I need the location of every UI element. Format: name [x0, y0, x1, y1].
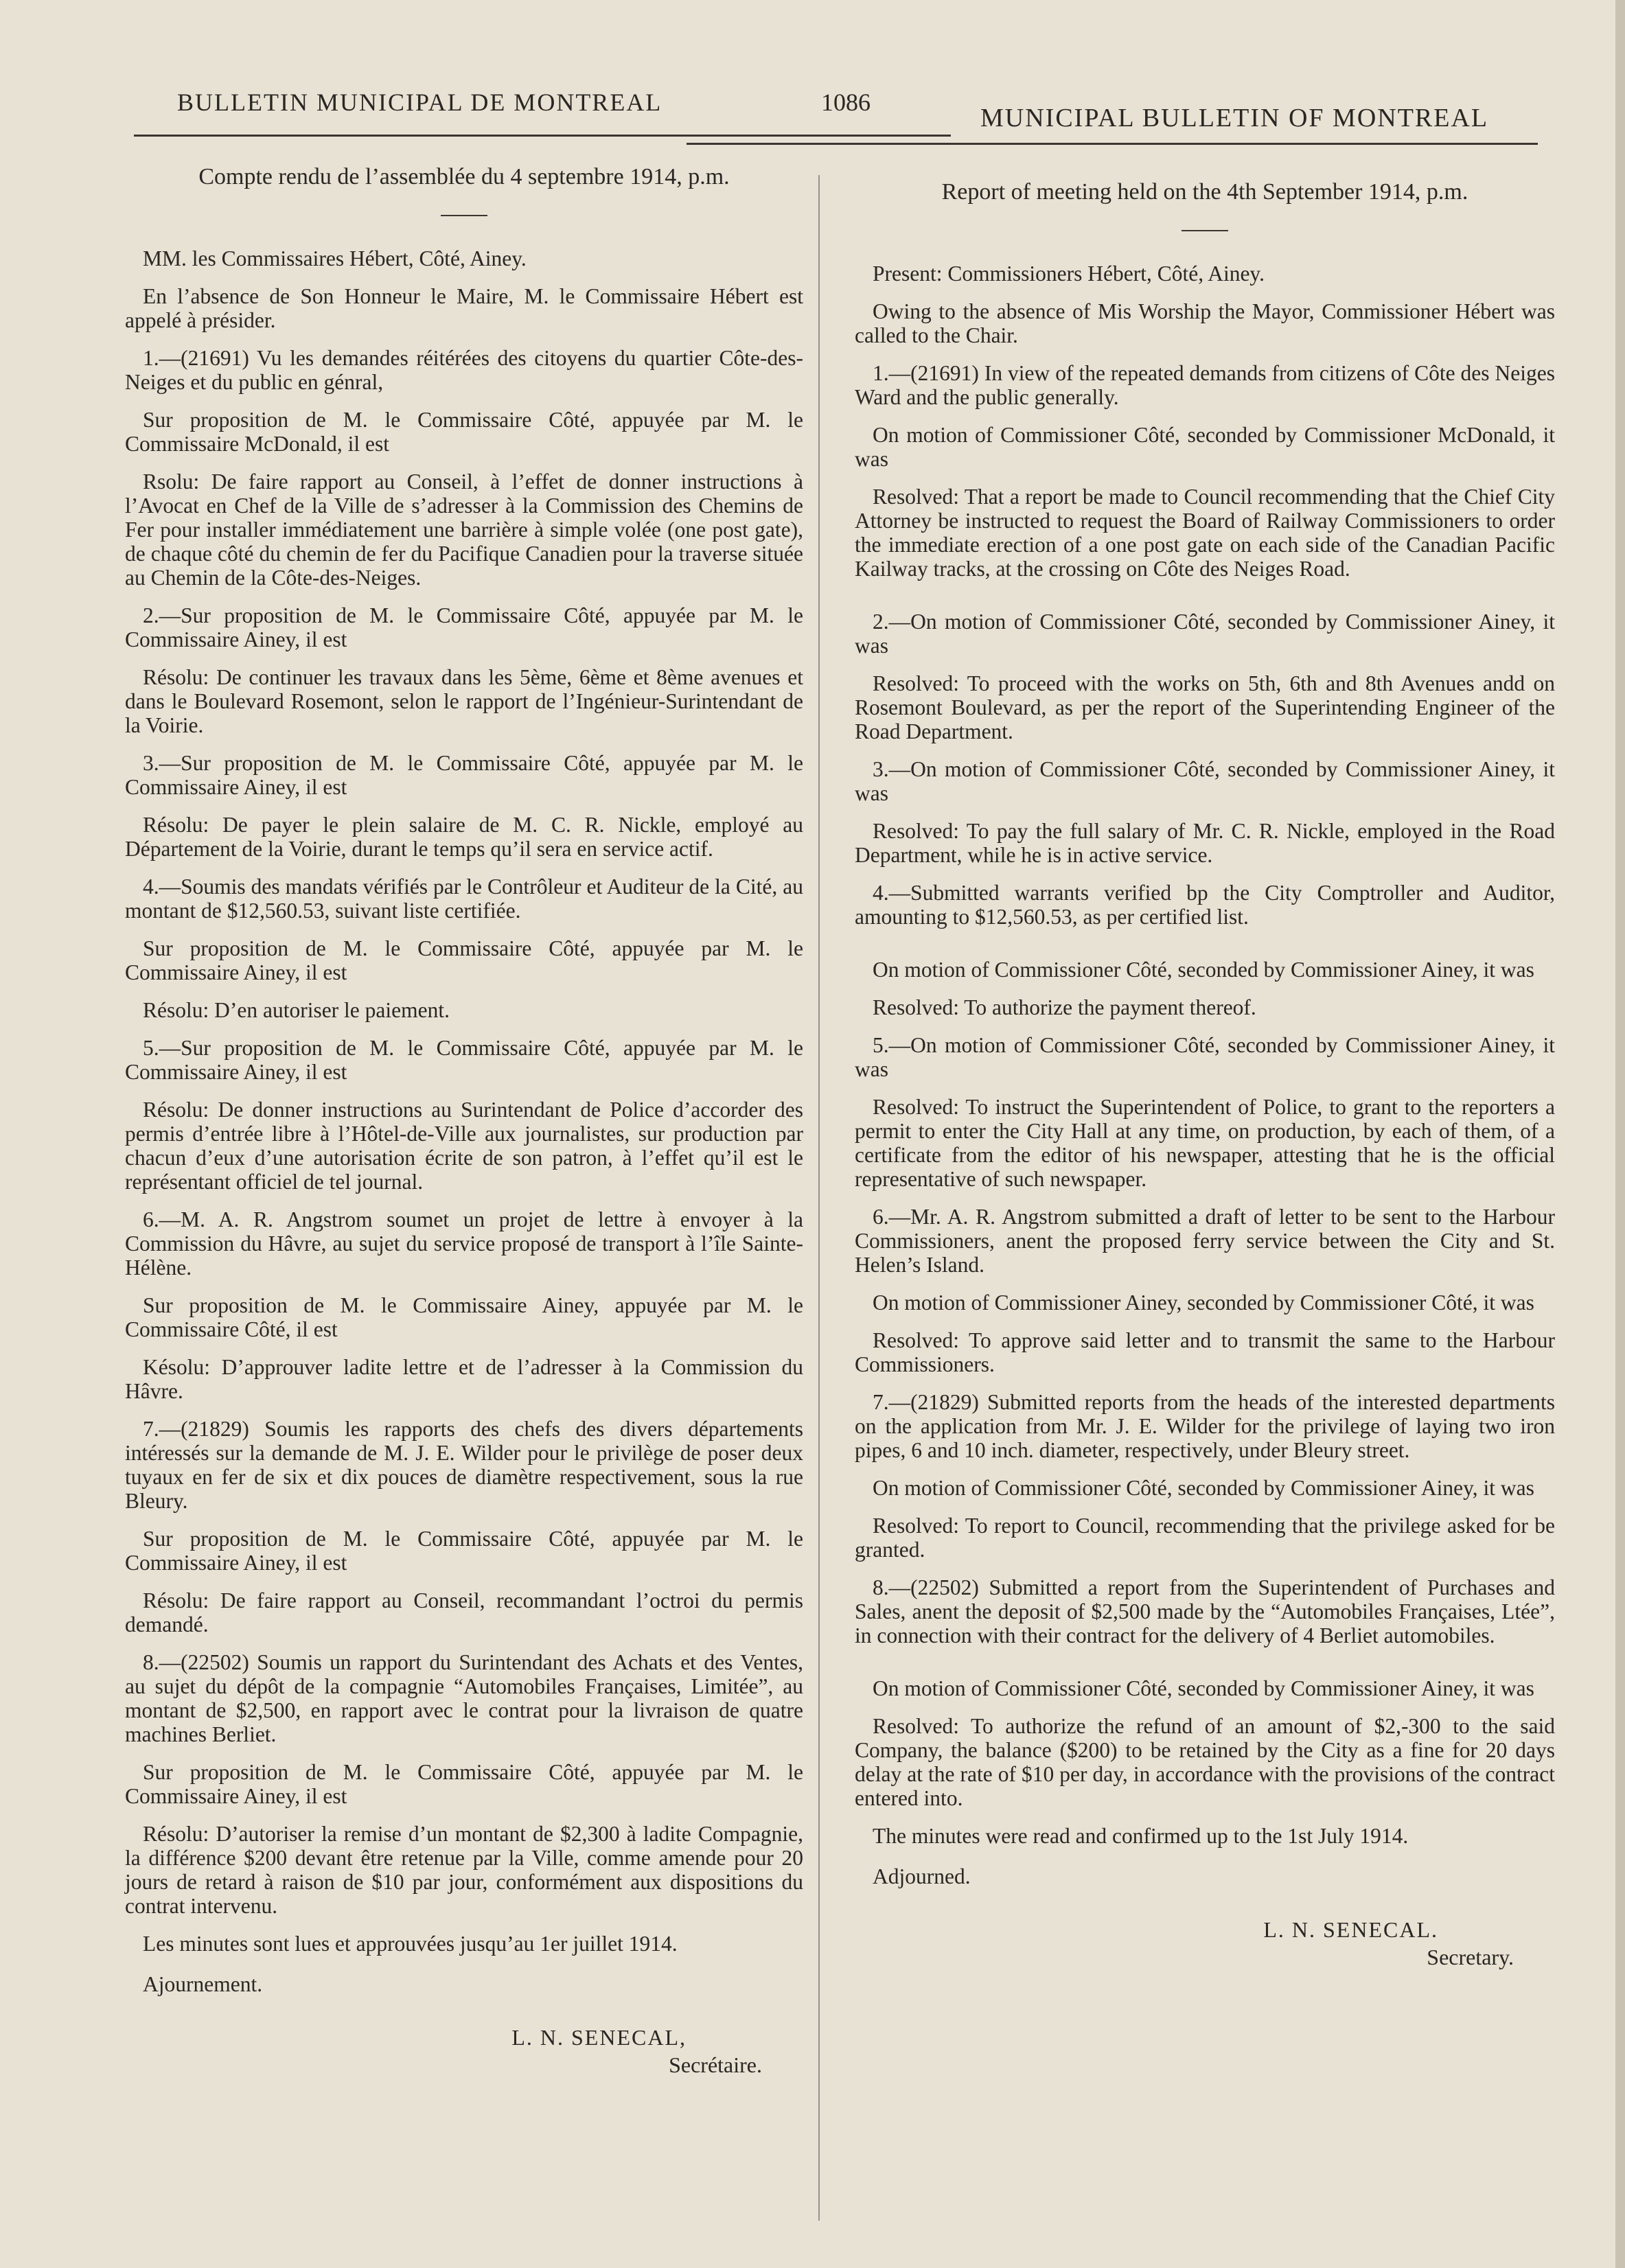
fr-paragraph: Résolu: De payer le plein salaire de M. C. R. Nickle, employé au Département de la Voirie, durant le temps qu’il sera en service actif.	[125, 813, 803, 861]
en-signature	[855, 1916, 1555, 1971]
fr-paragraph: Sur proposition de M. le Commissaire Côté, appuyée par M. le Commissaire Ainey, il est	[125, 1760, 803, 1808]
en-paragraph: 7.—(21829) Submitted reports from the heads of the interested departments on the application from Mr. J. E. Wilder for the privilege of laying two iron pipes, 6 and 10 inch. diameter, respectively, under Bleury street.	[855, 1390, 1555, 1462]
page-number: 1086	[821, 89, 871, 116]
fr-paragraph: 8.—(22502) Soumis un rapport du Surintendant des Achats et des Ventes, au sujet du dépôt de la compagnie “Automobiles Françaises, Limitée”, au montant de $2,500, en rapport avec le contrat pour la livraison de quatre machines Berliet.	[125, 1650, 803, 1746]
en-paragraph: 8.—(22502) Submitted a report from the Superintendent of Purchases and Sales, anent the deposit of $2,500 made by the “Automobiles Françaises, Ltée”, in connection with their contract for the delivery of 4 Berliet automobiles.	[855, 1575, 1555, 1647]
en-paragraph: On motion of Commissioner Côté, seconded by Commissioner Ainey, it was	[873, 1476, 1534, 1500]
fr-paragraph: Rsolu: De faire rapport au Conseil, à l’effet de donner instructions à l’Avocat en Chef de la Ville de s’adresser à la Commission des Chemins de Fer pour installer immédiatement une barrière à simple volée (one post gate), de chaque côté du chemin de fer du Pacifique Canadien pour la traverse située au Chemin de la Côte-des-Neiges.	[125, 470, 803, 590]
french-report-title: Compte rendu de l’assemblée du 4 septembre 1914, p.m.	[198, 164, 730, 189]
column-divider	[818, 175, 820, 2221]
title-rule	[1182, 230, 1228, 231]
en-paragraph: Resolved: To approve said letter and to transmit the same to the Harbour Commissioners.	[855, 1328, 1555, 1376]
fr-paragraph: Sur proposition de M. le Commissaire Côté, appuyée par M. le Commissaire Ainey, il est	[125, 1527, 803, 1575]
french-column	[125, 165, 803, 2079]
fr-paragraph: Les minutes sont lues et approuvées jusqu’au 1er juillet 1914.	[143, 1932, 678, 1956]
english-column	[855, 180, 1555, 1971]
en-paragraph: 4.—Submitted warrants verified bp the City Comptroller and Auditor, amounting to $12,560.53, as per certified list.	[855, 881, 1555, 929]
fr-paragraph: Késolu: D’approuver ladite lettre et de l’adresser à la Commission du Hâvre.	[125, 1355, 803, 1403]
header-rule-left	[134, 135, 951, 137]
fr-signature-name: L. N. SENECAL,	[511, 2025, 687, 2050]
header-french-title: BULLETIN MUNICIPAL DE MONTREAL	[177, 89, 662, 116]
fr-signature	[125, 2024, 803, 2079]
english-report-title: Report of meeting held on the 4th September 1914, p.m.	[941, 179, 1468, 205]
en-paragraph: Resolved: To authorize the payment thereof.	[873, 995, 1256, 1019]
fr-paragraph: 5.—Sur proposition de M. le Commissaire Côté, appuyée par M. le Commissaire Ainey, il est	[125, 1036, 803, 1084]
fr-paragraph: 7.—(21829) Soumis les rapports des chefs des divers départements intéressés sur la demande de M. J. E. Wilder pour le privilège de poser deux tuyaux en fer de six et dix pouces de diamètre respectivement, sous la rue Bleury.	[125, 1417, 803, 1513]
en-paragraph: 1.—(21691) In view of the repeated demands from citizens of Côte des Neiges Ward and the public generally.	[855, 361, 1555, 409]
fr-paragraph: En l’absence de Son Honneur le Maire, M. le Commissaire Hébert est appelé à présider.	[125, 284, 803, 332]
fr-paragraph: Sur proposition de M. le Commissaire Ainey, appuyée par M. le Commissaire Côté, il est	[125, 1293, 803, 1341]
fr-paragraph: Résolu: D’autoriser la remise d’un montant de $2,300 à ladite Compagnie, la différence $200 devant être retenue par la Ville, comme amende pour 20 jours de retard à raison de $10 par jour, conformément aux dispositions du contrat intervenu.	[125, 1822, 803, 1918]
en-paragraph: Resolved: That a report be made to Council recommending that the Chief City Attorney be instructed to request the Board of Railway Commissioners to order the immediate erection of a one post gate on each side of the Canadian Pacific Kailway tracks, at the crossing on Côte des Neiges Road.	[855, 485, 1555, 581]
header-english-title: MUNICIPAL BULLETIN OF MONTREAL	[980, 104, 1489, 132]
en-paragraph: Resolved: To instruct the Superintendent of Police, to grant to the reporters a permit to enter the City Hall at any time, on production, by each of them, of a certificate from the editor of his newspaper, attesting that he is the official representative of such newspaper.	[855, 1095, 1555, 1191]
fr-paragraph: Résolu: De faire rapport au Conseil, recommandant l’octroi du permis demandé.	[125, 1588, 803, 1636]
fr-paragraph: Sur proposition de M. le Commissaire Côté, appuyée par M. le Commissaire McDonald, il est	[125, 408, 803, 456]
en-paragraph: Resolved: To report to Council, recommending that the privilege asked for be granted.	[855, 1514, 1555, 1562]
en-paragraph: Resolved: To pay the full salary of Mr. C. R. Nickle, employed in the Road Department, while he is in active service.	[855, 819, 1555, 867]
en-paragraph: Resolved: To authorize the refund of an amount of $2,-300 to the said Company, the balance ($200) to be retained by the City as a fine for 20 days delay at the rate of $10 per day, in accordance with the provisions of the contract entered into.	[855, 1714, 1555, 1810]
fr-paragraph: Résolu: De donner instructions au Surintendant de Police d’accorder des permis d’entrée libre à l’Hôtel-de-Ville aux journalistes, sur production par chacun d’eux d’une autorisation écrite de son patron, à l’effet qu’il est le représentant officiel de tel journal.	[125, 1098, 803, 1194]
header-rule-right	[687, 143, 1538, 145]
en-paragraph: On motion of Commissioner Côté, seconded by Commissioner McDonald, it was	[855, 423, 1555, 471]
en-paragraph: 6.—Mr. A. R. Angstrom submitted a draft of letter to be sent to the Harbour Commissioners, anent the proposed ferry service between the City and St. Helen’s Island.	[855, 1205, 1555, 1277]
page-edge	[1615, 0, 1625, 2268]
fr-paragraph: 3.—Sur proposition de M. le Commissaire Côté, appuyée par M. le Commissaire Ainey, il est	[125, 751, 803, 799]
fr-paragraph: MM. les Commissaires Hébert, Côté, Ainey.	[143, 246, 527, 270]
en-paragraph: 3.—On motion of Commissioner Côté, seconded by Commissioner Ainey, it was	[855, 757, 1555, 805]
en-paragraph: Owing to the absence of Mis Worship the Mayor, Commissioner Hébert was called to the Chair.	[855, 299, 1555, 347]
en-signature-name: L. N. SENECAL.	[1263, 1917, 1438, 1942]
fr-paragraph: Résolu: D’en autoriser le paiement.	[143, 998, 450, 1022]
fr-paragraph: Sur proposition de M. le Commissaire Côté, appuyée par M. le Commissaire Ainey, il est	[125, 936, 803, 984]
fr-paragraph: 1.—(21691) Vu les demandes réitérées des citoyens du quartier Côte-des-Neiges et du public en génral,	[125, 346, 803, 394]
en-paragraph: 5.—On motion of Commissioner Côté, seconded by Commissioner Ainey, it was	[855, 1033, 1555, 1081]
en-adjournment: Adjourned.	[873, 1864, 971, 1888]
en-paragraph: On motion of Commissioner Côté, seconded by Commissioner Ainey, it was	[873, 1676, 1534, 1700]
en-paragraph: On motion of Commissioner Ainey, seconded by Commissioner Côté, it was	[873, 1291, 1534, 1315]
en-paragraph: 2.—On motion of Commissioner Côté, seconded by Commissioner Ainey, it was	[855, 610, 1555, 658]
en-paragraph: On motion of Commissioner Côté, seconded by Commissioner Ainey, it was	[873, 958, 1534, 982]
fr-paragraph: 4.—Soumis des mandats vérifiés par le Contrôleur et Auditeur de la Cité, au montant de $12,560.53, suivant liste certifiée.	[125, 875, 803, 923]
fr-signature-title: Secrétaire.	[669, 2052, 762, 2077]
fr-paragraph: 2.—Sur proposition de M. le Commissaire Côté, appuyée par M. le Commissaire Ainey, il est	[125, 603, 803, 651]
en-signature-title: Secretary.	[1427, 1945, 1514, 1969]
fr-paragraph: Résolu: De continuer les travaux dans les 5ème, 6ème et 8ème avenues et dans le Boulevard Rosemont, selon le rapport de l’Ingénieur-Surintendant de la Voirie.	[125, 665, 803, 737]
fr-paragraph: 6.—M. A. R. Angstrom soumet un projet de lettre à envoyer à la Commission du Hâvre, au sujet du service proposé de transport à l’île Sainte-Hélène.	[125, 1207, 803, 1280]
en-paragraph: Resolved: To proceed with the works on 5th, 6th and 8th Avenues andd on Rosemont Boulevard, as per the report of the Superintending Engineer of the Road Department.	[855, 671, 1555, 743]
fr-adjournment: Ajournement.	[143, 1972, 263, 1996]
en-paragraph: The minutes were read and confirmed up to the 1st July 1914.	[873, 1824, 1409, 1848]
title-rule	[441, 215, 487, 216]
en-paragraph: Present: Commissioners Hébert, Côté, Ainey.	[873, 262, 1265, 286]
